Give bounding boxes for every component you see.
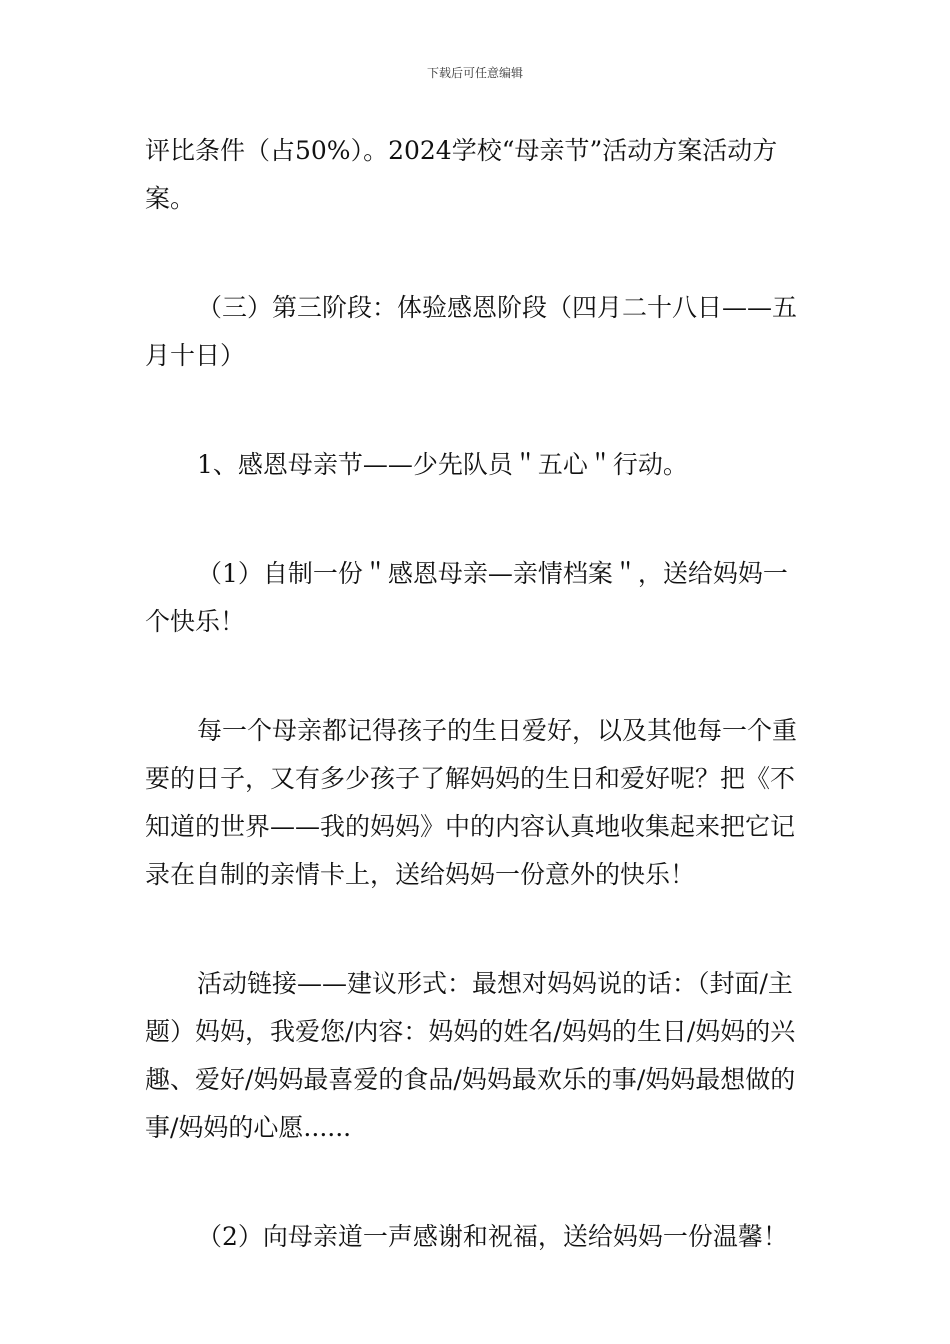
paragraph-stage-three: （三）第三阶段：体验感恩阶段（四月二十八日——五月十日） (145, 293, 798, 370)
paragraph-subitem-1: （1）自制一份＂感恩母亲—亲情档案＂，送给妈妈一个快乐！ (145, 559, 788, 636)
paragraph-subitem-2: （2）向母亲道一声感谢和祝福，送给妈妈一份温馨！ (197, 1222, 788, 1251)
document-body (145, 127, 810, 1322)
paragraph-activity-link: 活动链接——建议形式：最想对妈妈说的话：（封面/主题）妈妈，我爱您/内容：妈妈的姓名/妈妈的生日/妈妈的兴趣、爱好/妈妈最喜爱的食品/妈妈最欢乐的事/妈妈最想做的事/妈妈的心愿...... (145, 969, 796, 1142)
paragraph-item-1: 1、感恩母亲节——少先队员＂五心＂行动。 (197, 450, 688, 479)
paragraph-evaluation: 评比条件（占50%）。2024学校“母亲节”活动方案活动方案。 (145, 136, 778, 213)
page-header-note: 下载后可任意编辑 (426, 66, 523, 80)
paragraph-birthday: 每一个母亲都记得孩子的生日爱好，以及其他每一个重要的日子，又有多少孩子了解妈妈的生日和爱好呢？把《不知道的世界——我的妈妈》中的内容认真地收集起来把它记录在自制的亲情卡上，送给妈妈一份意外的快乐！ (145, 716, 798, 889)
